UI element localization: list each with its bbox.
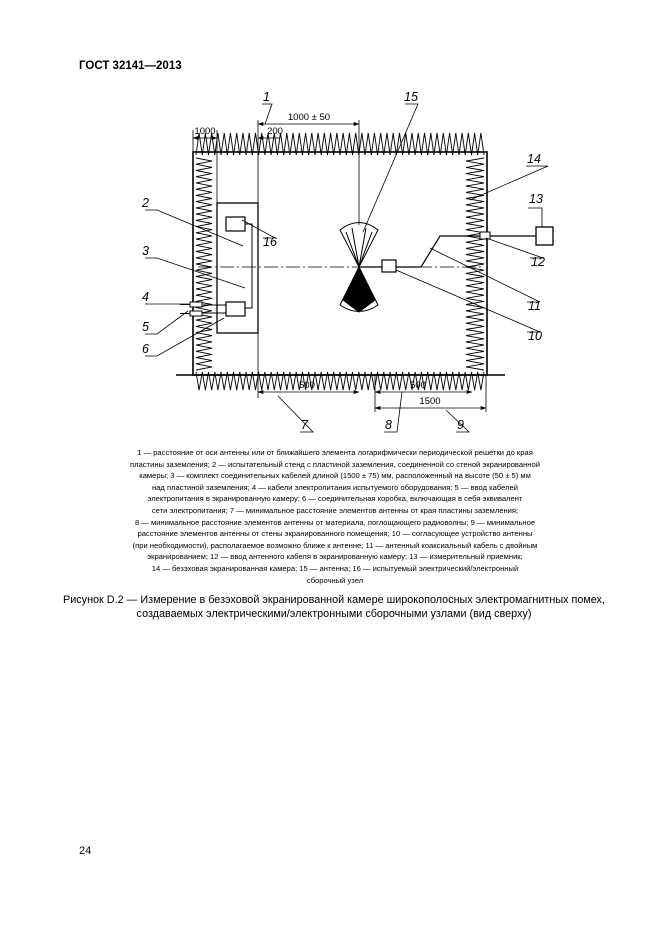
matching-device: [382, 260, 396, 272]
chamber-outer-wall: [193, 152, 487, 375]
legend-line: 1 — расстояние от оси антенны или от ближайшего элемента логарифмически периодической решетки до края: [137, 448, 533, 457]
legend-line: пластины заземления; 2 — испытательный стенд с пластиной заземления, соединенной со стеной экранированной: [130, 459, 540, 469]
caption-line: Рисунок D.2 — Измерение в безэховой экранированной камере широкополосных электромагнитных помех,: [63, 594, 605, 606]
power-feedthrough: [190, 302, 202, 307]
callout-13: 13: [529, 192, 543, 206]
legend-line: камеры; 3 — комплект соединительных кабелей длиной (1500 ± 75) мм, расположенный на высоте (50 ± 5) мм: [139, 471, 531, 481]
legend-line: над пластиной заземления; 4 — кабели электропитания испытуемого оборудования; 5 — ввод кабелей: [152, 482, 518, 492]
eut-box: [226, 217, 245, 231]
absorber-segment: [466, 158, 484, 370]
legend-line: 8 — минимальное расстояние элементов антенны от материала, поглощающего радиоволны; 9 — минимальное: [134, 517, 536, 527]
legend-line: экранированием; 12 — ввод антенного кабеля в экранированную камеру; 13 — измерительный приемник;: [147, 552, 523, 562]
page-number: 24: [79, 845, 92, 857]
figure-legend: [96, 447, 574, 586]
callout-4: 4: [142, 290, 149, 304]
dim-1000: 1000: [194, 126, 216, 137]
standard-header: ГОСТ 32141—2013: [79, 60, 182, 72]
absorber-segment: [196, 158, 212, 370]
junction-box: [226, 302, 245, 316]
legend-line: расстояние элементов антенны от стены экранированного помещения; 10 — согласующее устройство антенны: [137, 529, 533, 539]
callout-11: 11: [528, 299, 541, 313]
callout-16: 16: [263, 235, 277, 249]
legend-line: электропитания в экранированную камеру; 6 — соединительная коробка, включающая в себя эквивалент: [147, 494, 523, 504]
callout-9: 9: [457, 418, 464, 432]
legend-line: (при необходимости), располагаемое возможно ближе к антенне; 11 — антенный коаксиальный кабель с двойным: [132, 540, 538, 550]
callout-3: 3: [142, 244, 149, 258]
callout-7: 7: [301, 418, 308, 432]
callout-6: 6: [142, 342, 149, 356]
figure-diagram: [0, 0, 661, 440]
dim-200: 200: [267, 126, 283, 137]
coax-cable: [396, 236, 483, 267]
callout-2: 2: [142, 196, 149, 210]
figure-caption: [60, 593, 608, 621]
callout-10: 10: [528, 329, 542, 343]
callout-14: 14: [527, 152, 541, 166]
caption-line: создаваемых электрическими/электронными сборочными узлами (вид сверху): [136, 608, 532, 620]
absorber-zigzags: [196, 133, 484, 390]
dim-500-right: 500: [410, 380, 426, 391]
callout-15: 15: [404, 90, 418, 104]
legend-line: 14 — безэховая экранированная камера; 15 — антенна; 16 — испытуемый электрический/электронный: [151, 563, 519, 573]
dim-500-left: 500: [299, 380, 315, 391]
measuring-receiver: [536, 227, 553, 245]
dim-1000-50: 1000 ± 50: [287, 112, 331, 123]
antenna-feedthrough: [480, 232, 490, 239]
power-feedthrough: [190, 311, 202, 316]
callout-1: 1: [263, 90, 270, 104]
dim-1500: 1500: [419, 396, 441, 407]
legend-line: сети электропитания; 7 — минимальное расстояние элементов антенны от края пластины заземления;: [151, 505, 519, 515]
callout-5: 5: [142, 320, 149, 334]
callout-12: 12: [531, 255, 545, 269]
eut-cable: [245, 224, 252, 308]
legend-line: сборочный узел: [306, 575, 364, 585]
callout-8: 8: [385, 418, 392, 432]
